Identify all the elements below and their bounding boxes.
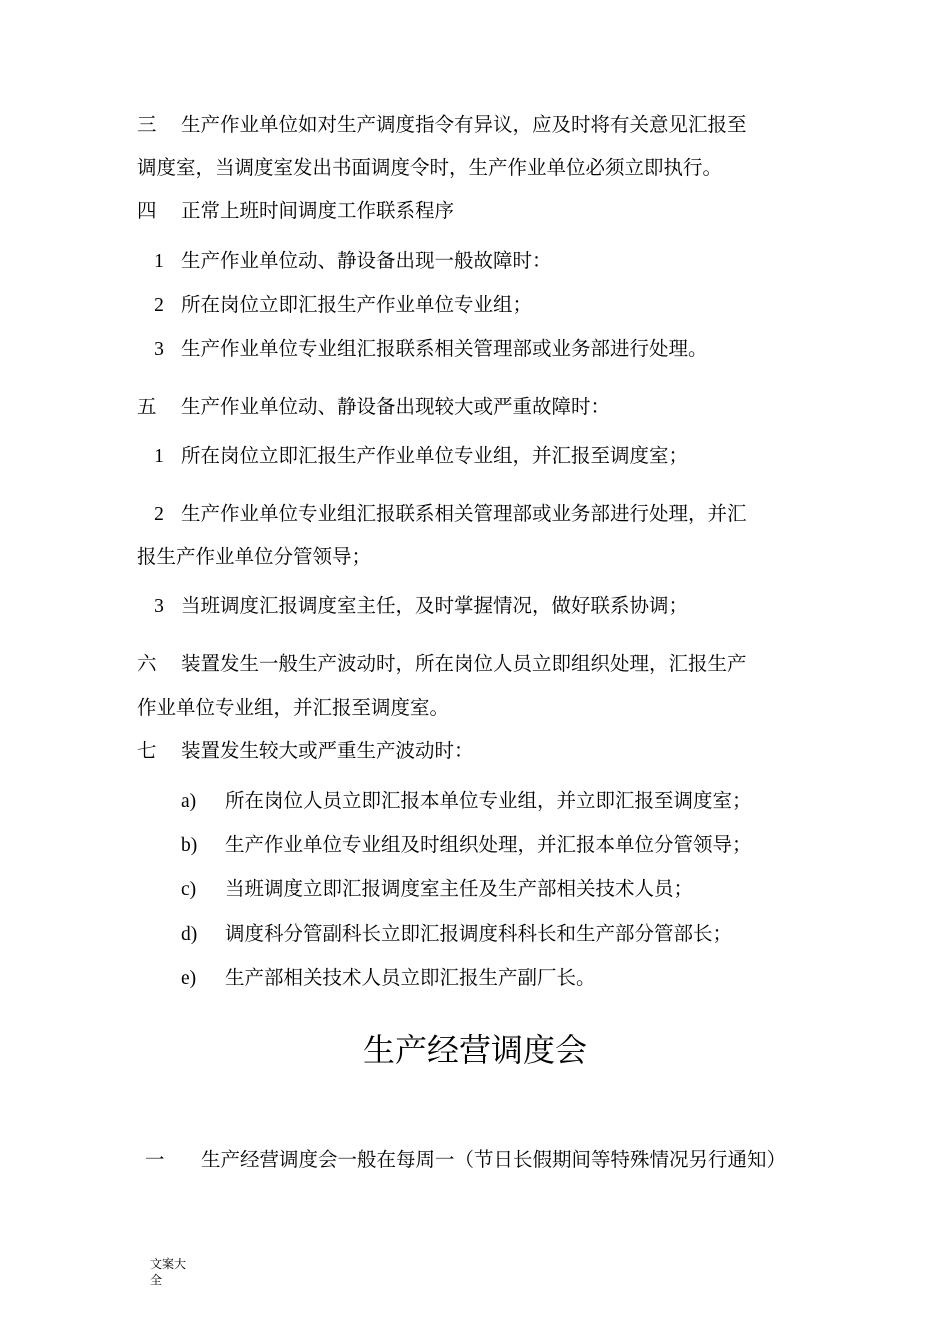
item-text: 调度科分管副科长立即汇报调度科科长和生产部分管部长； [225, 922, 733, 945]
section-text: 装置发生一般生产波动时，所在岗位人员立即组织处理，汇报生产 [181, 652, 747, 675]
item-text: 当班调度立即汇报调度室主任及生产部相关技术人员； [225, 877, 694, 900]
list-item [137, 247, 552, 276]
list-item [181, 964, 596, 993]
item-number: 2 [154, 504, 164, 525]
item-number: 2 [154, 295, 164, 316]
section-4-line [137, 197, 454, 226]
section-number: 一 [145, 1148, 165, 1171]
section-6-continuation: 作业单位专业组，并汇报至调度室。 [137, 696, 450, 719]
meeting-item-1 [145, 1146, 786, 1174]
item-letter: a) [181, 791, 197, 812]
section-text: 生产经营调度会一般在每周一（节日长假期间等特殊情况另行通知） [201, 1148, 787, 1171]
section-3-continuation: 调度室，当调度室发出书面调度令时，生产作业单位必须立即执行。 [137, 156, 723, 179]
section-heading: 生产经营调度会 [362, 1031, 587, 1069]
list-item-continuation: 报生产作业单位分管领导； [137, 545, 372, 568]
item-number: 1 [154, 251, 164, 272]
section-number: 五 [137, 397, 157, 418]
item-text: 生产作业单位专业组汇报联系相关管理部或业务部进行处理。 [181, 337, 708, 360]
item-letter: b) [181, 835, 198, 856]
list-item [181, 875, 693, 904]
section-7-line [137, 737, 474, 766]
list-item [181, 831, 752, 860]
item-number: 3 [154, 339, 164, 360]
section-number: 三 [137, 115, 157, 136]
item-text: 所在岗位立即汇报生产作业单位专业组； [181, 293, 533, 316]
item-number: 1 [154, 446, 164, 467]
section-text: 正常上班时间调度工作联系程序 [181, 199, 455, 222]
list-item [181, 787, 752, 816]
item-text: 生产部相关技术人员立即汇报生产副厂长。 [225, 966, 596, 989]
item-text: 所在岗位人员立即汇报本单位专业组，并立即汇报至调度室； [225, 789, 752, 812]
list-item [181, 920, 732, 949]
item-letter: e) [181, 968, 197, 989]
section-number: 四 [137, 201, 157, 222]
section-text: 生产作业单位如对生产调度指令有异议，应及时将有关意见汇报至 [181, 113, 747, 136]
section-number: 六 [137, 654, 157, 675]
list-item [137, 291, 532, 320]
item-letter: c) [181, 879, 197, 900]
list-item [137, 592, 688, 621]
item-text: 生产作业单位专业组汇报联系相关管理部或业务部进行处理，并汇 [181, 502, 747, 525]
list-item [137, 335, 708, 364]
item-text: 生产作业单位专业组及时组织处理，并汇报本单位分管领导； [225, 833, 752, 856]
item-number: 3 [154, 596, 164, 617]
section-3-line [137, 111, 747, 140]
item-text: 生产作业单位动、静设备出现一般故障时： [181, 249, 552, 272]
item-text: 当班调度汇报调度室主任，及时掌握情况，做好联系协调； [181, 594, 689, 617]
section-5-line [137, 393, 610, 422]
section-text: 装置发生较大或严重生产波动时： [181, 739, 474, 762]
section-6-line [137, 650, 747, 679]
list-item [137, 442, 688, 471]
page-footer: 文案大全 [150, 1257, 187, 1287]
list-item [137, 500, 747, 529]
item-letter: d) [181, 924, 198, 945]
item-text: 所在岗位立即汇报生产作业单位专业组，并汇报至调度室； [181, 444, 689, 467]
section-text: 生产作业单位动、静设备出现较大或严重故障时： [181, 395, 611, 418]
section-number: 七 [137, 741, 157, 762]
